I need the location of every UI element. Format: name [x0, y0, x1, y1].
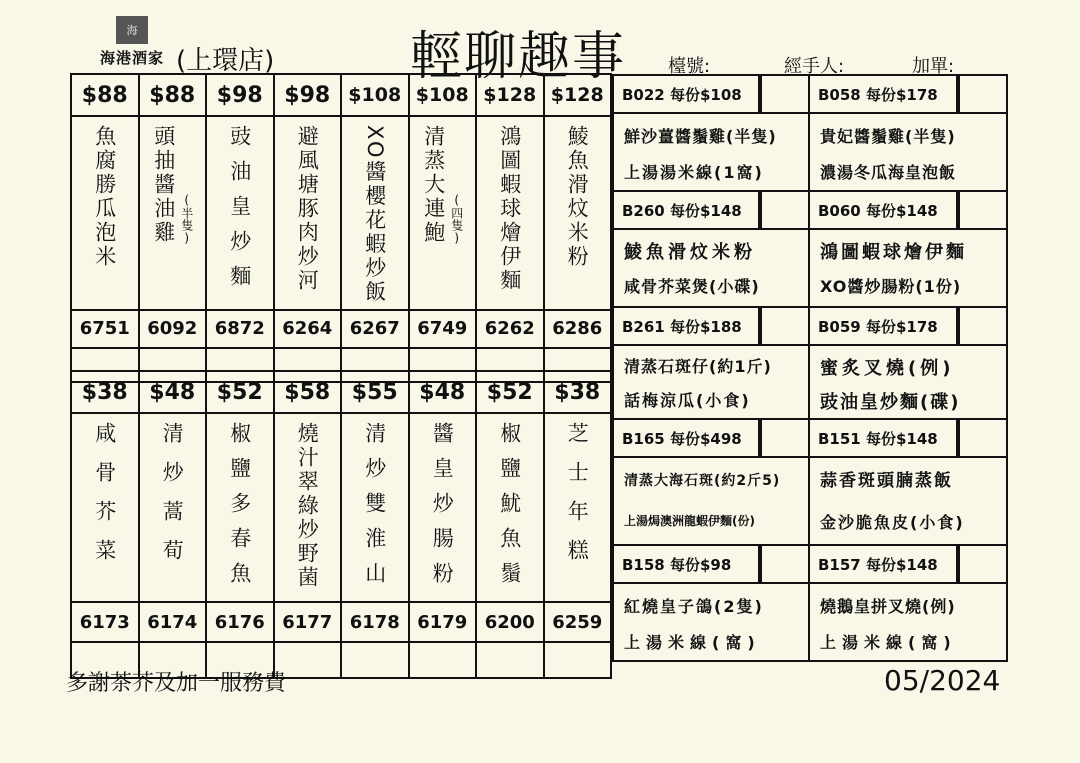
item-code: 6286: [544, 310, 612, 348]
price-cell: $98: [274, 74, 342, 116]
set-line: 豉油皇炒麵(碟): [820, 392, 961, 413]
set-line: 蜜炙叉燒(例): [820, 358, 955, 379]
menu-date: 05/2024: [884, 664, 1001, 697]
dish-name: 芝士年糕: [565, 422, 590, 578]
set-line: 濃湯冬瓜海皇泡飯: [820, 163, 957, 182]
quantity-cell[interactable]: [544, 642, 612, 678]
quantity-cell[interactable]: [341, 642, 409, 678]
bottom-dish-grid: [70, 370, 612, 679]
price-cell: $108: [341, 74, 409, 116]
quantity-box[interactable]: [758, 190, 810, 230]
price-cell: $88: [71, 74, 139, 116]
price-cell: $48: [409, 371, 477, 413]
price-cell: $52: [206, 371, 274, 413]
set-header: B158 每份$98: [614, 546, 762, 584]
set-header: B260 每份$148: [614, 192, 762, 230]
quantity-box[interactable]: [758, 418, 810, 458]
item-code: 6749: [409, 310, 477, 348]
dish-name: 頭抽醬油雞: [151, 125, 176, 245]
set-line: 清蒸石斑仔(約1斤): [624, 357, 772, 376]
set-line: 紅燒皇子鴿(2隻): [624, 597, 764, 616]
service-charge-note: 多謝茶芥及加一服務費: [66, 671, 287, 696]
dish-note: (半隻): [179, 193, 194, 245]
dish-name: 避風塘豚肉炒河: [295, 125, 320, 293]
dish-name: 燒汁翠綠炒野菌: [295, 422, 320, 590]
set-menu-card: [612, 74, 810, 192]
set-line: 上湯湯米線(1窩): [624, 163, 764, 182]
item-code: 6176: [206, 602, 274, 642]
set-line: 鴻圖蝦球燴伊麵: [820, 242, 967, 263]
set-header: B058 每份$178: [810, 76, 960, 114]
quantity-box[interactable]: [956, 74, 1008, 114]
price-row: [71, 74, 611, 116]
dish-name: 醬皇炒腸粉: [430, 422, 455, 597]
item-code: 6179: [409, 602, 477, 642]
set-line: 清蒸大海石斑(約2斤5): [624, 473, 781, 489]
quantity-box[interactable]: [956, 306, 1008, 346]
price-cell: $128: [476, 74, 544, 116]
set-menu-card: [808, 190, 1008, 308]
set-menu-card: [612, 544, 810, 662]
dish-name: 椒鹽魷魚鬚: [497, 422, 522, 597]
code-row: [71, 310, 611, 348]
add-order-label: 加單:: [912, 56, 955, 77]
price-cell: $108: [409, 74, 477, 116]
set-menu-card: [808, 306, 1008, 420]
set-menu-card: [808, 418, 1008, 546]
set-header: B165 每份$498: [614, 420, 762, 458]
item-code: 6177: [274, 602, 342, 642]
quantity-cell[interactable]: [409, 642, 477, 678]
table-number-label: 檯號:: [668, 56, 711, 77]
set-header: B261 每份$188: [614, 308, 762, 346]
set-header: B022 每份$108: [614, 76, 762, 114]
item-code: 6173: [71, 602, 139, 642]
dish-name: 清炒蒿荀: [160, 422, 185, 578]
item-code: 6267: [341, 310, 409, 348]
dish-row: [71, 413, 611, 602]
price-cell: $58: [274, 371, 342, 413]
handler-label: 經手人:: [784, 56, 845, 77]
dish-name: XO醬櫻花蝦炒飯: [362, 125, 387, 305]
set-menu-card: [612, 306, 810, 420]
set-line: 上湯米線(窩): [820, 633, 957, 652]
set-menu-card: [808, 74, 1008, 192]
price-cell: $98: [206, 74, 274, 116]
item-code: 6751: [71, 310, 139, 348]
price-cell: $128: [544, 74, 612, 116]
branch-name: (上環店): [176, 46, 275, 76]
dish-name: 魚腐勝瓜泡米: [92, 125, 117, 269]
quantity-box[interactable]: [758, 74, 810, 114]
price-cell: $55: [341, 371, 409, 413]
item-code: 6092: [139, 310, 207, 348]
set-line: 燒鵝皇拼叉燒(例): [820, 597, 956, 616]
logo-text: 海港酒家: [100, 49, 165, 67]
set-menu-card: [612, 190, 810, 308]
restaurant-logo: 海: [116, 16, 148, 44]
price-row: [71, 371, 611, 413]
item-code: 6178: [341, 602, 409, 642]
dish-name: 清炒雙淮山: [362, 422, 387, 597]
price-cell: $88: [139, 74, 207, 116]
set-line: 鯪魚滑炆米粉: [624, 242, 756, 263]
dish-name: 咸骨芥菜: [92, 422, 117, 578]
set-menu-card: [612, 418, 810, 546]
set-menu-card: [808, 544, 1008, 662]
price-cell: $52: [476, 371, 544, 413]
set-line: 咸骨芥菜煲(小碟): [624, 277, 760, 296]
quantity-box[interactable]: [956, 190, 1008, 230]
set-line: 蒜香斑頭腩蒸飯: [820, 471, 953, 491]
set-line: 貴妃醬鬚雞(半隻): [820, 127, 956, 146]
dish-name: 鴻圖蝦球燴伊麵: [497, 125, 522, 293]
dish-name: 清蒸大連鮑: [421, 125, 446, 245]
set-header: B157 每份$148: [810, 546, 960, 584]
code-row: [71, 602, 611, 642]
set-header: B060 每份$148: [810, 192, 960, 230]
item-code: 6200: [476, 602, 544, 642]
quantity-box[interactable]: [758, 544, 810, 584]
dish-name: 鯪魚滑炆米粉: [565, 125, 590, 269]
top-dish-grid: [70, 73, 612, 383]
price-cell: $38: [71, 371, 139, 413]
set-header: B151 每份$148: [810, 420, 960, 458]
price-cell: $48: [139, 371, 207, 413]
set-line: 話梅涼瓜(小食): [624, 391, 751, 410]
quantity-box[interactable]: [758, 306, 810, 346]
quantity-box[interactable]: [956, 544, 1008, 584]
set-line: 上湯米線(窩): [624, 633, 761, 652]
set-line: 鮮沙薑醬鬚雞(半隻): [624, 127, 777, 146]
quantity-box[interactable]: [956, 418, 1008, 458]
item-code: 6259: [544, 602, 612, 642]
set-header: B059 每份$178: [810, 308, 960, 346]
dish-name: 豉油皇炒麵: [227, 125, 252, 300]
item-code: 6872: [206, 310, 274, 348]
item-code: 6174: [139, 602, 207, 642]
dish-row: [71, 116, 611, 310]
quantity-cell[interactable]: [476, 642, 544, 678]
item-code: 6264: [274, 310, 342, 348]
set-line: 金沙脆魚皮(小食): [820, 513, 965, 532]
dish-name: 椒鹽多春魚: [227, 422, 252, 597]
price-cell: $38: [544, 371, 612, 413]
set-line: XO醬炒腸粉(1份): [820, 277, 962, 296]
dish-note: (四隻): [449, 193, 464, 245]
set-line: 上湯焗澳洲龍蝦伊麵(份): [624, 514, 755, 528]
item-code: 6262: [476, 310, 544, 348]
menu-title: 輕聊趣事: [410, 27, 627, 87]
